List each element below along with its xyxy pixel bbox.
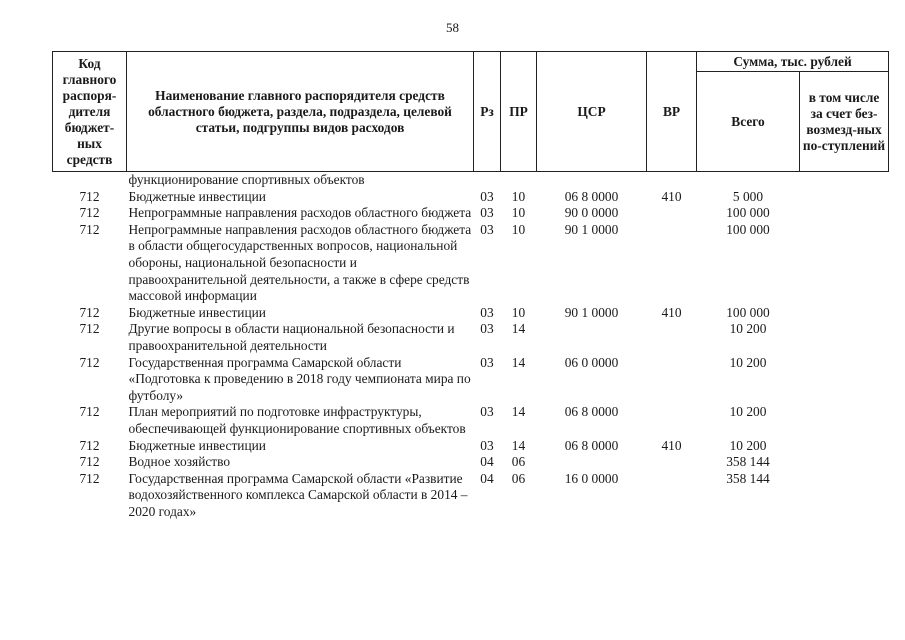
row-total: 10 200: [729, 321, 767, 337]
row-free: [800, 172, 889, 189]
row-pr: 10: [511, 205, 526, 221]
row-name: Бюджетные инвестиции: [128, 304, 266, 320]
row-code: 712: [79, 304, 100, 320]
row-total: 5 000: [732, 188, 764, 204]
row-free: [800, 321, 889, 354]
row-csr: 90 1 0000: [564, 221, 619, 237]
header-rz: Рз: [474, 52, 501, 172]
row-csr: [537, 321, 647, 354]
table-row: [53, 222, 889, 305]
row-rz: 03: [480, 354, 494, 370]
row-vr: [647, 471, 697, 521]
row-total: 10 200: [729, 404, 767, 420]
row-vr: [647, 355, 697, 405]
row-total: 100 000: [726, 304, 770, 320]
row-vr: [647, 321, 697, 354]
row-pr: 06: [511, 470, 526, 486]
row-name: Водное хозяйство: [128, 454, 231, 470]
row-code: 712: [79, 205, 100, 221]
row-code: 712: [79, 454, 100, 470]
row-name: Бюджетные инвестиции: [128, 188, 266, 204]
row-total: 100 000: [726, 205, 770, 221]
row-code: 712: [79, 188, 100, 204]
row-pr: 14: [511, 354, 526, 370]
row-code: 712: [79, 354, 100, 370]
row-code: 712: [79, 321, 100, 337]
row-free: [800, 222, 889, 305]
row-vr: 410: [661, 188, 682, 204]
row-csr: 06 8 0000: [564, 188, 619, 204]
row-vr: [647, 404, 697, 437]
row-free: [800, 471, 889, 521]
row-csr: 16 0 0000: [564, 470, 619, 486]
row-pr: 10: [511, 304, 526, 320]
row-csr: 06 8 0000: [564, 404, 619, 420]
row-rz: 04: [480, 470, 494, 486]
table-row: [53, 205, 889, 222]
budget-table: [52, 51, 889, 520]
header-code: Код главного распоря-дителя бюджет-ных средств: [53, 52, 127, 172]
row-free: [800, 305, 889, 322]
row-total: 100 000: [726, 221, 770, 237]
header-vr: ВР: [647, 52, 697, 172]
row-pr: [501, 172, 537, 189]
table-row: [53, 438, 889, 455]
row-name: функционирование спортивных объектов: [128, 172, 365, 187]
row-free: [800, 438, 889, 455]
row-code: 712: [79, 437, 100, 453]
row-vr: [647, 172, 697, 189]
header-pr: ПР: [501, 52, 537, 172]
row-total: [697, 172, 800, 189]
row-pr: 14: [511, 404, 526, 420]
row-name: Государственная программа Самарской области «Развитие водохозяйственного комплекса Самарской области в 2014 – 2020 годах»: [128, 470, 468, 519]
table-row: [53, 172, 889, 189]
table-row: [53, 189, 889, 206]
header-total: Всего: [697, 72, 800, 172]
row-rz: 03: [480, 321, 494, 337]
row-rz: 03: [480, 205, 494, 221]
table-row: [53, 305, 889, 322]
table-row: [53, 471, 889, 521]
row-rz: 03: [480, 404, 494, 420]
row-rz: 03: [480, 221, 494, 237]
row-pr: 06: [511, 454, 526, 470]
row-rz: 04: [480, 454, 494, 470]
table-row: [53, 454, 889, 471]
row-pr: 14: [511, 437, 526, 453]
row-name: Непрограммные направления расходов областного бюджета: [128, 205, 472, 221]
row-code: [53, 172, 127, 189]
header-sum: Сумма, тыс. рублей: [697, 52, 889, 72]
row-vr: 410: [661, 437, 682, 453]
table-row: [53, 321, 889, 354]
page-number: 58: [446, 20, 459, 35]
row-name: План мероприятий по подготовке инфраструктуры, обеспечивающей функционирование спортивных объектов: [128, 404, 466, 436]
row-code: 712: [79, 404, 100, 420]
row-free: [800, 189, 889, 206]
header-name: Наименование главного распорядителя средств областного бюджета, раздела, подраздела, целевой статьи, подгруппы видов расходов: [127, 52, 474, 172]
row-name: Непрограммные направления расходов областного бюджета в области общегосударственных вопросов, национальной обороны, национальной безопасности и правоохранительной деятельности, а также в сфере средств массовой информации: [128, 221, 472, 304]
row-name: Государственная программа Самарской области «Подготовка к проведению в 2018 году чемпионата мира по футболу»: [128, 354, 471, 403]
row-name: Бюджетные инвестиции: [128, 437, 266, 453]
row-code: 712: [79, 470, 100, 486]
row-total: 10 200: [729, 437, 767, 453]
row-code: 712: [79, 221, 100, 237]
row-csr: 06 8 0000: [564, 437, 619, 453]
header-free: в том числе за счет без-возмезд-ных по-ступлений: [800, 72, 889, 172]
row-csr: 06 0 0000: [564, 354, 619, 370]
table-header: [53, 52, 889, 172]
row-pr: 14: [511, 321, 526, 337]
row-free: [800, 404, 889, 437]
row-vr: [647, 222, 697, 305]
row-pr: 10: [511, 188, 526, 204]
row-free: [800, 355, 889, 405]
row-total: 358 144: [726, 454, 770, 470]
header-csr: ЦСР: [537, 52, 647, 172]
row-csr: [537, 172, 647, 189]
row-csr: 90 0 0000: [564, 205, 619, 221]
row-rz: [474, 172, 501, 189]
row-total: 358 144: [726, 470, 770, 486]
row-csr: 90 1 0000: [564, 304, 619, 320]
row-rz: 03: [480, 188, 494, 204]
row-vr: [647, 454, 697, 471]
row-pr: 10: [511, 221, 526, 237]
table-row: [53, 404, 889, 437]
row-free: [800, 454, 889, 471]
row-total: 10 200: [729, 354, 767, 370]
row-csr: [537, 454, 647, 471]
row-vr: 410: [661, 304, 682, 320]
table-body: [53, 172, 889, 521]
row-name: Другие вопросы в области национальной безопасности и правоохранительной деятельности: [128, 321, 455, 353]
row-rz: 03: [480, 437, 494, 453]
row-free: [800, 205, 889, 222]
table-row: [53, 355, 889, 405]
row-vr: [647, 205, 697, 222]
row-rz: 03: [480, 304, 494, 320]
